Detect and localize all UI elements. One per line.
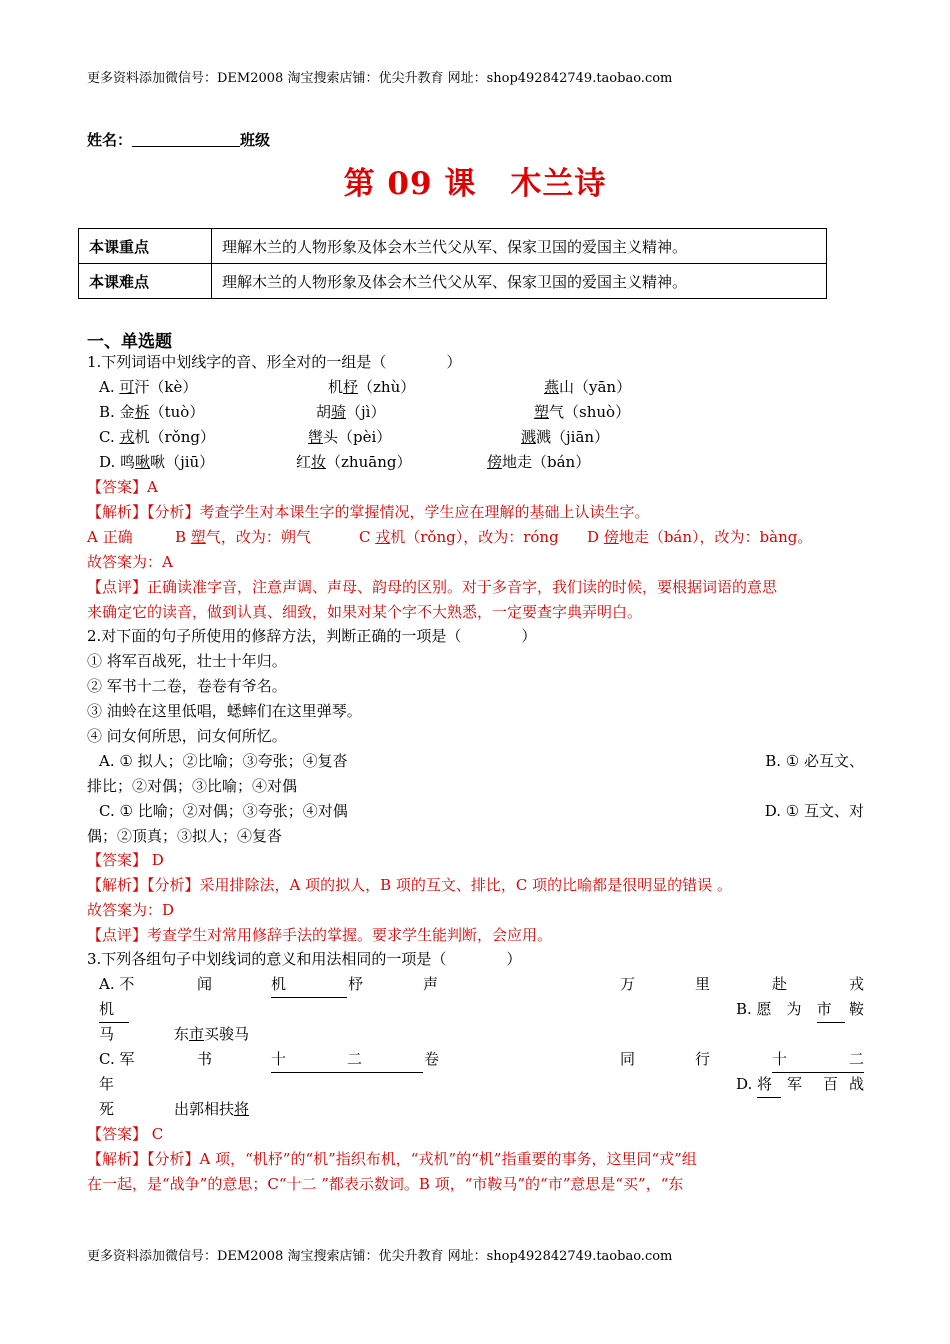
q3-option-a-cont-and-b: 机 B. 愿 为 市 鞍	[87, 997, 864, 1022]
q3-answer: 【答案】 C	[87, 1125, 164, 1143]
q1-answer: 【答案】A	[87, 478, 158, 496]
q1-option-b: B. 金柝（tuò） 胡骑（jì） 塑气（shuò）	[99, 403, 631, 421]
q1-comment-line2: 来确定它的读音，做到认真、细致，如果对某个字不大熟悉，一定要查字典弄明白。	[87, 603, 643, 621]
q2-options-ab: A. ① 拟人；②比喻；③夸张；④复沓 B. ① 必互文、	[99, 752, 864, 770]
q2-option-d-cont: 偶；②顶真；③拟人；④复沓	[87, 827, 283, 845]
name-blank	[132, 131, 240, 147]
q3-option-b-cont: 马 东市买骏马	[99, 1025, 250, 1043]
q1-final: 故答案为：A	[87, 553, 173, 571]
q3-option-c: C. 军 书 十 二 卷 同 行 十 二	[87, 1047, 864, 1072]
section-title: 一、单选题	[87, 332, 172, 352]
q1-option-d: D. 鸣啾啾（jiū） 红妆（zhuāng） 傍地走（bán）	[99, 453, 591, 471]
title-lesson-name: 木兰诗	[510, 166, 607, 202]
q1-analysis: 【解析】【分析】考查学生对本课生字的掌握情况，学生应在理解的基础上认读生字。	[87, 503, 650, 521]
footer-promo-line: 更多资料添加微信号：DEM2008 淘宝搜索店铺：优尖升教育 网址：shop492842749.taobao.com	[87, 1249, 673, 1264]
q1-stem: 1.下列词语中划线字的音、形全对的一组是（ ）	[87, 353, 462, 371]
page-title	[0, 162, 950, 206]
q2-sentence-2: ② 军书十二卷，卷卷有爷名。	[87, 677, 287, 695]
q3-option-c-cont-and-d: 年 D. 将 军 百 战	[87, 1072, 864, 1097]
q2-answer: 【答案】 D	[87, 851, 164, 869]
q3-option-d-cont: 死 出郭相扶将	[99, 1100, 250, 1118]
q1-option-a: A. 可汗（kè） 机杼（zhù） 燕山（yān）	[99, 378, 632, 396]
class-label: 班级	[240, 131, 271, 149]
q2-analysis: 【解析】【分析】采用排除法，A 项的拟人，B 项的互文、排比，C 项的比喻都是很明显的错误 。	[87, 876, 732, 894]
q1-option-c: C. 戎机（rǒng） 辔头（pèi） 溅溅（jiān）	[99, 428, 610, 446]
table-row	[79, 229, 827, 264]
q3-option-a: A. 不 闻 机 杼 声 万 里 赴 戎	[87, 972, 864, 997]
q3-stem: 3.下列各组句子中划线词的意义和用法相同的一项是（ ）	[87, 950, 522, 968]
key-points-table	[78, 228, 827, 299]
q2-final: 故答案为：D	[87, 901, 175, 919]
q1-comment-line1: 【点评】正确读准字音，注意声调、声母、韵母的区别。对于多音字，我们读的时候，要根据词语的意思	[87, 578, 778, 596]
q2-options-cd: C. ① 比喻；②对偶；③夸张；④对偶 D. ① 互文、对	[99, 802, 864, 820]
header-promo-line: 更多资料添加微信号：DEM2008 淘宝搜索店铺：优尖升教育 网址：shop492842749.taobao.com	[87, 71, 673, 86]
title-lesson-number: 第 09 课	[343, 166, 477, 202]
q1-detail: A 正确 B 塑气，改为：朔气 C 戎机（rǒng），改为：róng D 傍地走（bán），改为：bàng。	[87, 528, 813, 546]
q3-analysis-line2: 在一起，是“战争”的意思；C“十二 ”都表示数词。B 项，“市鞍马”的“市”意思是“买”，“东	[87, 1175, 684, 1193]
table-row	[79, 264, 827, 299]
q2-sentence-4: ④ 问女何所思，问女何所忆。	[87, 727, 287, 745]
q3-analysis-line1: 【解析】【分析】A 项，“机杼”的“机”指织布机，“戎机”的“机”指重要的事务，这里同“戎”组	[87, 1150, 697, 1168]
q2-comment: 【点评】考查学生对常用修辞手法的掌握。要求学生能判断，会应用。	[87, 926, 553, 944]
difficult-point-text: 理解木兰的人物形象及体会木兰代父从军、保家卫国的爱国主义精神。	[212, 264, 827, 299]
q2-sentence-3: ③ 油蛉在这里低唱，蟋蟀们在这里弹琴。	[87, 702, 362, 720]
name-class-line	[87, 129, 270, 150]
key-point-text: 理解木兰的人物形象及体会木兰代父从军、保家卫国的爱国主义精神。	[212, 229, 827, 264]
q2-option-b-cont: 排比；②对偶；③比喻；④对偶	[87, 777, 298, 795]
q2-stem: 2.对下面的句子所使用的修辞方法，判断正确的一项是（ ）	[87, 627, 537, 645]
name-label: 姓名：	[87, 131, 133, 149]
q2-sentence-1: ① 将军百战死，壮士十年归。	[87, 652, 287, 670]
key-point-label: 本课重点	[79, 229, 212, 264]
difficult-point-label: 本课难点	[79, 264, 212, 299]
